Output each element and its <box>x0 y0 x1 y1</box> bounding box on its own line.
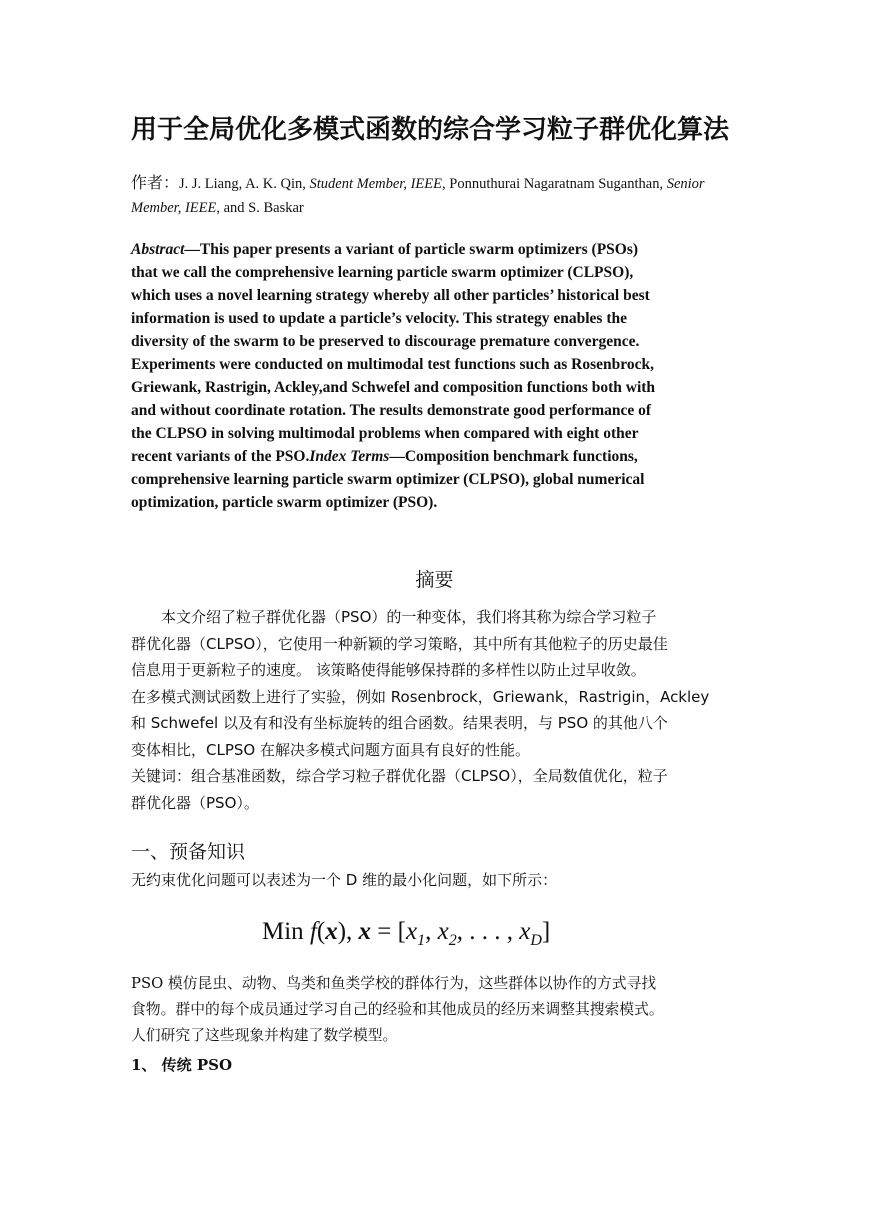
author-prefix: 作者： <box>131 173 180 192</box>
index-terms-body: —Composition benchmark functions, comprehensive learning particle swarm optimizer (CLPSO), global numerical optimization, particle swarm optimizer (PSO). <box>131 448 645 511</box>
author-line <box>131 171 743 220</box>
author-role-1: Student Member, IEEE <box>309 176 442 192</box>
problem-statement: 无约束优化问题可以表述为一个 D 维的最小化问题，如下所示： <box>131 871 558 889</box>
english-abstract <box>131 238 731 514</box>
section-heading-preliminaries: 一、预备知识 <box>131 841 246 863</box>
subsection-heading-traditional-pso: 1、 传统 PSO <box>131 1056 233 1074</box>
paper-title: 用于全局优化多模式函数的综合学习粒子群优化算法 <box>131 115 730 145</box>
abstract-label: Abstract <box>131 241 185 258</box>
zh-abstract-heading: 摘要 <box>415 569 454 591</box>
abstract-body: —This paper presents a variant of particle swarm optimizers (PSOs) that we call the comprehensive learning particle swarm optimizer (CLPSO), which uses a novel learning strategy whereby all other particles’ historical best information is used to update a particle’s velocity. This strategy enables the diversity of the swarm to be preserved to discourage premature convergence. Experiments were conducted on multimodal test functions such as Rosenbrock, Griewank, Rastrigin, Ackley,and Schwefel and composition functions both with and without coordinate rotation. The results demonstrate good performance of the CLPSO in solving multimodal problems when compared with eight other recent variants of the PSO. <box>131 241 656 465</box>
author-names-2: , Ponnuthurai Nagaratnam Suganthan, <box>442 176 667 192</box>
author-names-1: J. J. Liang, A. K. Qin, <box>179 176 310 192</box>
author-role-2: Senior Member, IEEE <box>131 176 705 216</box>
pso-description: PSO 模仿昆虫、动物、鸟类和鱼类学校的群体行为，这些群体以协作的方式寻找 食物。群中的每个成员通过学习自己的经验和其他成员的经历来调整其搜索模式。 人们研究了这些现象并构建了数学模型。 <box>131 975 664 1044</box>
zh-abstract-body: 本文介绍了粒子群优化器（PSO）的一种变体，我们将其称为综合学习粒子 群优化器（CLPSO），它使用一种新颖的学习策略，其中所有其他粒子的历史最佳 信息用于更新粒子的速度。 该策略使得能够保持群的多样性以防止过早收敛。 在多模式测试函数上进行了实验，例如 Rosenbrock，Griewank，Rastrigin，Ackley 和 Schwefel 以及有和没有坐标旋转的组合函数。结果表明，与 PSO 的其他八个 变体相比，CLPSO 在解决多模式问题方面具有良好的性能。 关键词：组合基准函数，综合学习粒子群优化器（CLPSO），全局数值优化，粒子 群优化器（PSO）。 <box>131 608 710 812</box>
author-names-3: , and S. Baskar <box>216 200 304 216</box>
index-terms-label: Index Terms <box>309 448 390 465</box>
minimization-formula: Min f(x), $x = [x_1$, $x_2$, . . . , $x_D$] <box>262 918 551 949</box>
